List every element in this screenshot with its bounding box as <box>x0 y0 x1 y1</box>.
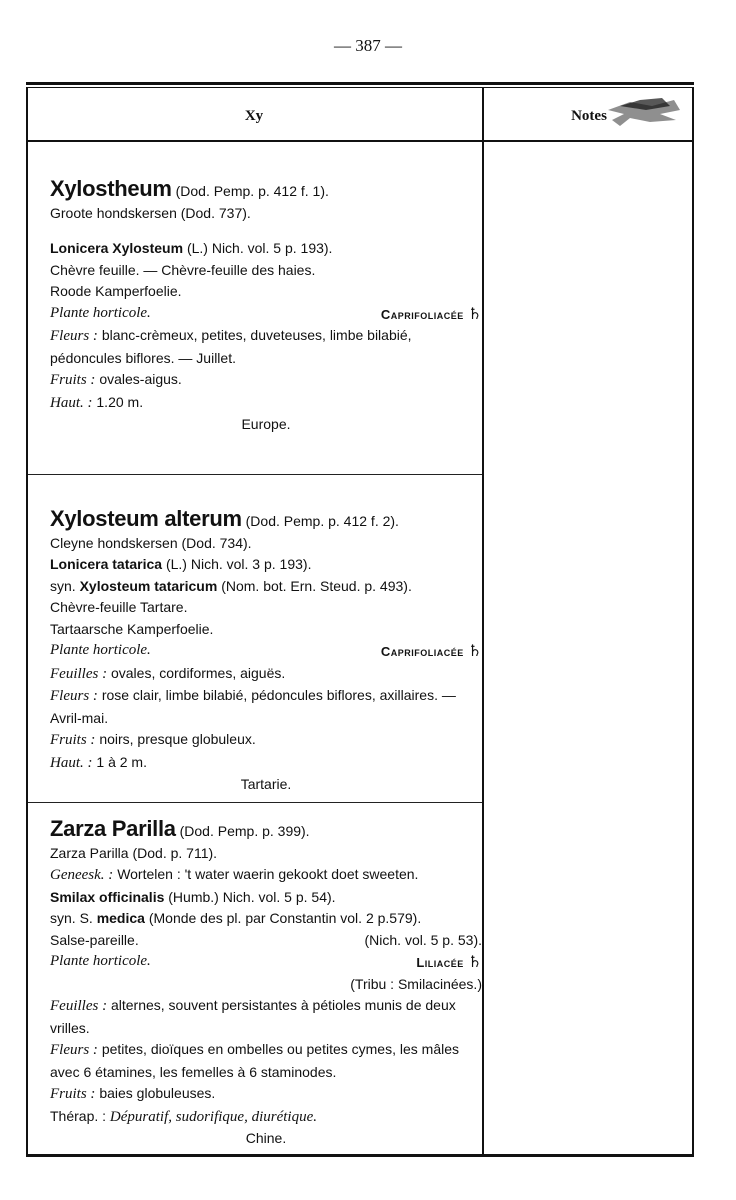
french-name: Salse-pareille. <box>50 931 139 948</box>
dutch-name-2: Tartaarsche Kamperfoelie. <box>50 620 214 637</box>
column-divider <box>482 87 484 1155</box>
origin: Chine. <box>245 1130 287 1146</box>
linnaean-ref: (L.) Nich. vol. 5 p. 193). <box>186 240 333 256</box>
plante-line <box>50 951 482 974</box>
linnaean-line <box>50 554 482 576</box>
therap-label: Thérap. : <box>50 1107 107 1124</box>
haut-label: Haut. : <box>50 394 93 411</box>
top-rule-thin <box>26 87 694 88</box>
fleurs-text: rose clair, limbe bilabié, pédoncules biflores, axillaires. — Avril-mai. <box>50 687 456 726</box>
plante-line <box>50 303 482 326</box>
entry-separator <box>28 802 482 803</box>
plante-label: Plante horticole. <box>50 304 151 321</box>
synonym-line <box>50 908 482 930</box>
feuilles-label: Feuilles : <box>50 998 108 1014</box>
fruits-text: baies globuleuses. <box>99 1085 216 1101</box>
linnaean-line <box>50 238 482 260</box>
entry-title-line <box>50 178 482 203</box>
woody-plant-symbol-icon: ♄ <box>467 303 482 323</box>
right-border <box>692 87 694 1155</box>
feuilles-text: ovales, cordiformes, aiguës. <box>110 664 286 681</box>
french-name: Chèvre-feuille Tartare. <box>50 599 188 615</box>
family-name: Caprifoliacée <box>380 644 464 659</box>
entry-title-ref: (Dod. Pemp. p. 399). <box>179 823 310 839</box>
family-name: Liliacée <box>416 955 464 970</box>
fruits-line <box>50 729 482 752</box>
fruits-label: Fruits : <box>50 372 96 388</box>
feuilles-line <box>50 663 482 686</box>
geneesk-label: Geneesk. : <box>50 867 114 883</box>
haut-line <box>50 752 482 775</box>
fleurs-label: Fleurs : <box>50 688 98 704</box>
dutch-name-2: Roode Kamperfoelie. <box>50 283 182 299</box>
entry-zarza-parilla <box>50 818 482 1150</box>
fleurs-line <box>50 325 482 369</box>
linnaean-name: Lonicera tatarica <box>50 556 163 572</box>
syn-prefix: syn. S. <box>50 910 93 926</box>
feuilles-text: alternes, souvent persistantes à pétioles munis de deux vrilles. <box>50 997 456 1036</box>
fruits-line <box>50 1083 482 1106</box>
fleurs-label: Fleurs : <box>50 1042 98 1058</box>
syn-name: Xylosteum tataricum <box>79 577 218 594</box>
french-line <box>50 930 482 952</box>
haut-label: Haut. : <box>50 754 93 771</box>
syn-name: medica <box>96 910 145 926</box>
feuilles-line <box>50 995 482 1039</box>
syn-ref: (Monde des pl. par Constantin vol. 2 p.579). <box>148 910 422 926</box>
bottom-rule <box>26 1154 694 1157</box>
entry-title-line <box>50 508 482 533</box>
linnaean-ref: (L.) Nich. vol. 3 p. 193). <box>165 556 312 572</box>
plante-label: Plante horticole. <box>50 642 151 658</box>
table-frame <box>26 82 694 1157</box>
fruits-text: ovales-aigus. <box>99 371 182 387</box>
entry-title-line <box>50 818 482 843</box>
entry-xylostheum <box>50 178 482 436</box>
entry-separator <box>28 474 482 475</box>
plante-line <box>50 640 482 663</box>
linnaean-line <box>50 887 482 909</box>
header-rule <box>26 140 694 142</box>
origin: Europe. <box>241 416 291 432</box>
fleurs-text: blanc-crèmeux, petites, duveteuses, limbe bilabié, pédoncules biflores. — Juillet. <box>50 327 412 366</box>
dutch-name: Groote hondskersen (Dod. 737). <box>50 204 251 221</box>
header-notes: Notes <box>571 107 607 124</box>
dutch-name: Zarza Parilla (Dod. p. 711). <box>50 844 218 861</box>
therap-text: Dépuratif, sudorifique, diurétique. <box>109 1108 317 1125</box>
family-name: Caprifoliacée <box>380 306 464 322</box>
french-name: Chèvre feuille. — Chèvre-feuille des haies. <box>50 261 316 278</box>
therap-line <box>50 1106 482 1129</box>
entry-xylosteum-alterum <box>50 508 482 796</box>
synonym-line <box>50 576 482 598</box>
origin: Tartarie. <box>240 776 292 792</box>
woody-plant-symbol-icon: ♄ <box>467 952 482 971</box>
top-rule <box>26 82 694 85</box>
page-number: — 387 — <box>334 36 402 55</box>
linnaean-name: Smilax officinalis <box>50 888 165 905</box>
entry-title: Xylostheum <box>50 176 172 201</box>
fruits-line <box>50 369 482 392</box>
entry-title-ref: (Dod. Pemp. p. 412 f. 2). <box>245 513 399 529</box>
fruits-text: noirs, presque globuleux. <box>99 731 256 747</box>
fruits-label: Fruits : <box>50 732 96 748</box>
entry-title: Xylosteum alterum <box>50 506 242 531</box>
haut-text: 1.20 m. <box>96 393 144 410</box>
fleurs-line <box>50 1039 482 1083</box>
geneesk-text: Wortelen : 't water waerin gekookt doet sweeten. <box>117 866 419 882</box>
feuilles-label: Feuilles : <box>50 665 108 682</box>
header-main: Xy <box>244 107 264 124</box>
entry-title-ref: (Dod. Pemp. p. 412 f. 1). <box>175 183 329 199</box>
woody-plant-symbol-icon: ♄ <box>467 641 482 660</box>
entry-title: Zarza Parilla <box>50 816 176 841</box>
syn-ref: (Nom. bot. Ern. Steud. p. 493). <box>221 577 412 594</box>
ink-stamp-mark <box>590 96 686 132</box>
plante-label: Plante horticole. <box>50 953 151 969</box>
fleurs-text: petites, dioïques en ombelles ou petites cymes, les mâles avec 6 étamines, les femelles à 6 staminodes. <box>50 1041 459 1080</box>
linnaean-ref: (Humb.) Nich. vol. 5 p. 54). <box>168 888 336 905</box>
fleurs-line <box>50 685 482 729</box>
fruits-label: Fruits : <box>50 1086 96 1102</box>
fleurs-label: Fleurs : <box>50 328 98 344</box>
french-ref: (Nich. vol. 5 p. 53). <box>364 931 482 948</box>
haut-line <box>50 392 482 415</box>
haut-text: 1 à 2 m. <box>96 753 147 770</box>
syn-prefix: syn. <box>50 577 76 594</box>
geneesk-line <box>50 864 482 887</box>
linnaean-name: Lonicera Xylosteum <box>50 240 184 256</box>
tribu: (Tribu : Smilacinées.) <box>350 975 482 992</box>
dutch-name: Cleyne hondskersen (Dod. 734). <box>50 534 252 551</box>
left-border <box>26 87 28 1155</box>
